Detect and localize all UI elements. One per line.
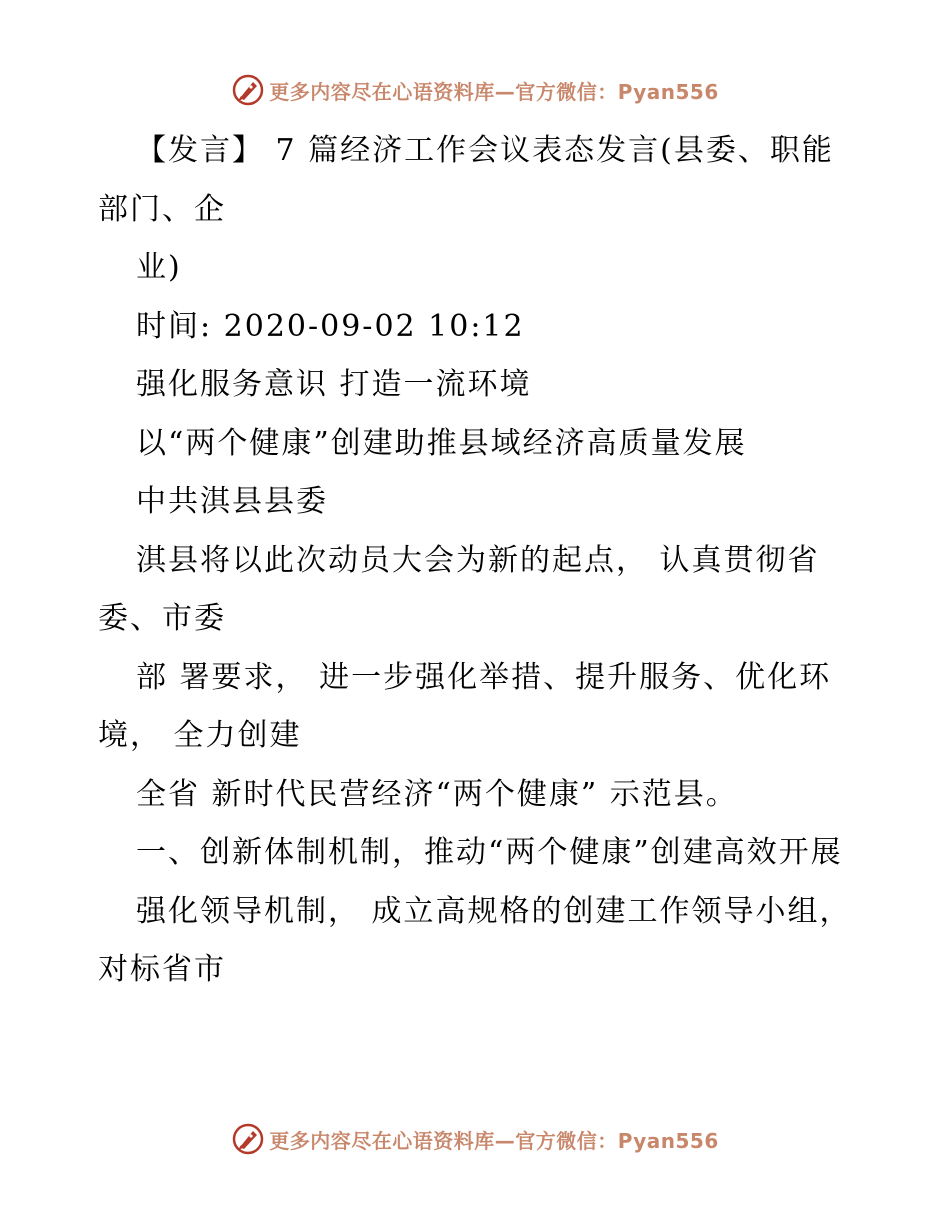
- pen-nib-logo-icon: [231, 1122, 265, 1156]
- paragraph-1: 淇县将以此次动员大会为新的起点， 认真贯彻省委、市委: [98, 542, 820, 636]
- pen-nib-logo-icon: [231, 73, 265, 107]
- paragraph-3: 全省 新时代民营经济“两个健康” 示范县。: [136, 776, 738, 812]
- footer-banner: [0, 1121, 950, 1157]
- document-author: 中共淇县县委: [136, 484, 328, 519]
- document-body: [98, 122, 858, 1000]
- footer-banner-text: 更多内容尽在心语资料库—官方微信：Pyan556: [269, 1128, 719, 1153]
- section-heading-1: 一、创新体制机制，推动“两个健康”创建高效开展: [136, 835, 843, 870]
- document-title-continued: 业): [136, 250, 182, 285]
- heading-secondary: 以“两个健康”创建助推县域经济高质量发展: [136, 425, 747, 461]
- heading-primary: 强化服务意识 打造一流环境: [136, 367, 532, 402]
- paragraph-2: 部 署要求， 进一步强化举措、提升服务、优化环境， 全力创建: [98, 659, 832, 753]
- document-time: 时间: 2020-09-02 10:12: [136, 308, 525, 344]
- paragraph-4: 强化领导机制， 成立高规格的创建工作领导小组， 对标省市: [98, 893, 852, 987]
- header-banner: [0, 72, 950, 108]
- header-banner-text: 更多内容尽在心语资料库—官方微信：Pyan556: [269, 79, 719, 104]
- document-title: 【发言】 7 篇经济工作会议表态发言(县委、职能部门、企: [98, 133, 834, 227]
